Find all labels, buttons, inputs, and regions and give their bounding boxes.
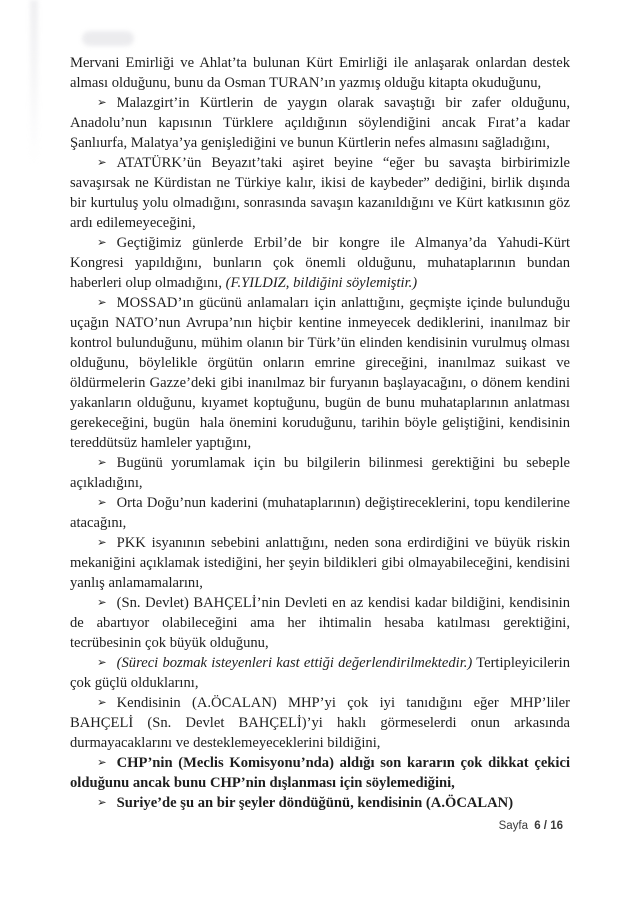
bullet-paragraph <box>70 493 570 533</box>
text-segment: Kendisinin (A.ÖCALAN) MHP’yi çok iyi tanıdığını eğer MHP’liler BAHÇELİ (Sn. Devlet BAHÇELİ)’yi haklı görmeselerdi onun arkasında durmayacaklarını ve desteklemeyeceklerini bildiğini, <box>70 695 570 751</box>
bullet-arrow-icon: ➢ <box>97 455 107 469</box>
text-segment: Orta Doğu’nun kaderini (muhataplarının) değiştireceklerini, topu kendilerine atacağını, <box>70 495 570 531</box>
bullet-paragraph <box>70 233 570 293</box>
text-segment: (Süreci bozmak isteyenleri kast ettiği değerlendirilmektedir.) <box>116 655 473 671</box>
text-segment: Mervani Emirliği ve Ahlat’ta bulunan Kürt Emirliği ile anlaşarak onlardan destek alması olduğunu, bunu da Osman TURAN’ın yazmış olduğu kitapta okuduğunu, <box>70 55 570 91</box>
bullet-paragraph <box>70 693 570 753</box>
bullet-arrow-icon: ➢ <box>97 495 107 509</box>
document-body <box>70 53 570 813</box>
bullet-paragraph <box>70 293 570 453</box>
bullet-arrow-icon: ➢ <box>97 595 107 609</box>
bullet-arrow-icon: ➢ <box>97 155 107 169</box>
paragraph <box>70 53 570 93</box>
bullet-arrow-icon: ➢ <box>97 695 107 709</box>
text-segment: (F.YILDIZ, bildiğini söylemiştir.) <box>225 275 418 291</box>
bullet-arrow-icon: ➢ <box>97 755 107 769</box>
bullet-arrow-icon: ➢ <box>97 535 107 549</box>
text-segment: Tertipleyicilerin çok güçlü olduklarını, <box>70 655 570 691</box>
text-segment: CHP’nin (Meclis Komisyonu’nda) aldığı son kararın çok dikkat çekici olduğunu ancak bunu CHP’nin dışlanması için söylemediğini, <box>70 755 570 791</box>
bullet-arrow-icon: ➢ <box>97 655 107 669</box>
bullet-paragraph <box>70 453 570 493</box>
text-segment: ATATÜRK’ün Beyazıt’taki aşiret beyine “eğer bu savaşta birbirimizle savaşırsak ne Kürdistan ne Türkiye kalır, ikisi de kaybeder” dediğini, birlik dışında bir kurtuluş yolu olmadığını, sonrasında savaşın kazanıldığını ve Kürt katkısının göz ardı edilemeyeceğini, <box>70 155 570 231</box>
page-footer <box>499 820 563 832</box>
bullet-arrow-icon: ➢ <box>97 295 107 309</box>
bullet-paragraph <box>70 593 570 653</box>
text-segment: PKK isyanının sebebini anlattığını, neden sona erdirdiğini ve büyük riskin mekaniğini açıklamak istediğini, her şeyin bildikleri gibi olmayabileceğini, kendisini yanlış anlamamalarını, <box>70 535 570 591</box>
bullet-paragraph <box>70 793 570 813</box>
bullet-paragraph <box>70 153 570 233</box>
text-segment: Suriye’de şu an bir şeyler döndüğünü, kendisinin (A.ÖCALAN) <box>116 795 514 811</box>
text-segment: Geçtiğimiz günlerde Erbil’de bir kongre ile Almanya’da Yahudi-Kürt Kongresi yapıldığını, bunların çok önemli olduğunu, muhataplarının bundan haberleri olup olmadığını, <box>70 235 570 291</box>
page-number: 6 / 16 <box>534 820 563 832</box>
text-segment: MOSSAD’ın gücünü anlamaları için anlattığını, geçmişte içinde bulunduğu uçağın NATO’nun Avrupa’nın hiçbir kentine inmeyecek dediklerini, inanılmaz bir kontrol bulunduğunu, mühim olanın bir Türk’ün elinden kendisinin vurulmuş olması olduğunu, böylelikle örgütün onların emrine gireceğini, inanılmaz suikast ve öldürmelerin Gazze’deki gibi inanılmaz bir furyanın başlayacağını, o dönem kendini yakanların olduğunu, kıyamet koptuğunu, bugün de bunu muhataplarının anlatması gerekeceğini, bugün hala önemini koruduğunu, tarihin böyle geliştiğini, kendisinin tereddütsüz hamleler yaptığını, <box>70 295 570 451</box>
text-segment: Malazgirt’in Kürtlerin de yaygın olarak savaştığı bir zafer olduğunu, Anadolu’nun kapısının Türklere açıldığının söylendiğini ancak Fırat’a kadar Şanlıurfa, Malatya’ya genişlediğini ve bunun Kürtlerin nefes almasını sağladığını, <box>70 95 570 151</box>
page-footer-label: Sayfa <box>498 820 529 832</box>
bullet-arrow-icon: ➢ <box>97 95 107 109</box>
bullet-arrow-icon: ➢ <box>97 235 107 249</box>
bullet-arrow-icon: ➢ <box>97 795 107 809</box>
bullet-paragraph <box>70 653 570 693</box>
text-segment: Bugünü yorumlamak için bu bilgilerin bilinmesi gerektiğini bu sebeple açıkladığını, <box>70 455 570 491</box>
text-segment: (Sn. Devlet) BAHÇELİ’nin Devleti en az kendisi kadar bildiğini, kendisinin de abartıyor olabileceğini ama her ihtimalin hesaba katılması gerektiğini, tecrübesinin çok büyük olduğunu, <box>70 595 570 651</box>
bullet-paragraph <box>70 533 570 593</box>
scan-edge-shadow <box>30 0 38 165</box>
scan-smudge-artifact <box>82 31 134 46</box>
bullet-paragraph <box>70 93 570 153</box>
bullet-paragraph <box>70 753 570 793</box>
